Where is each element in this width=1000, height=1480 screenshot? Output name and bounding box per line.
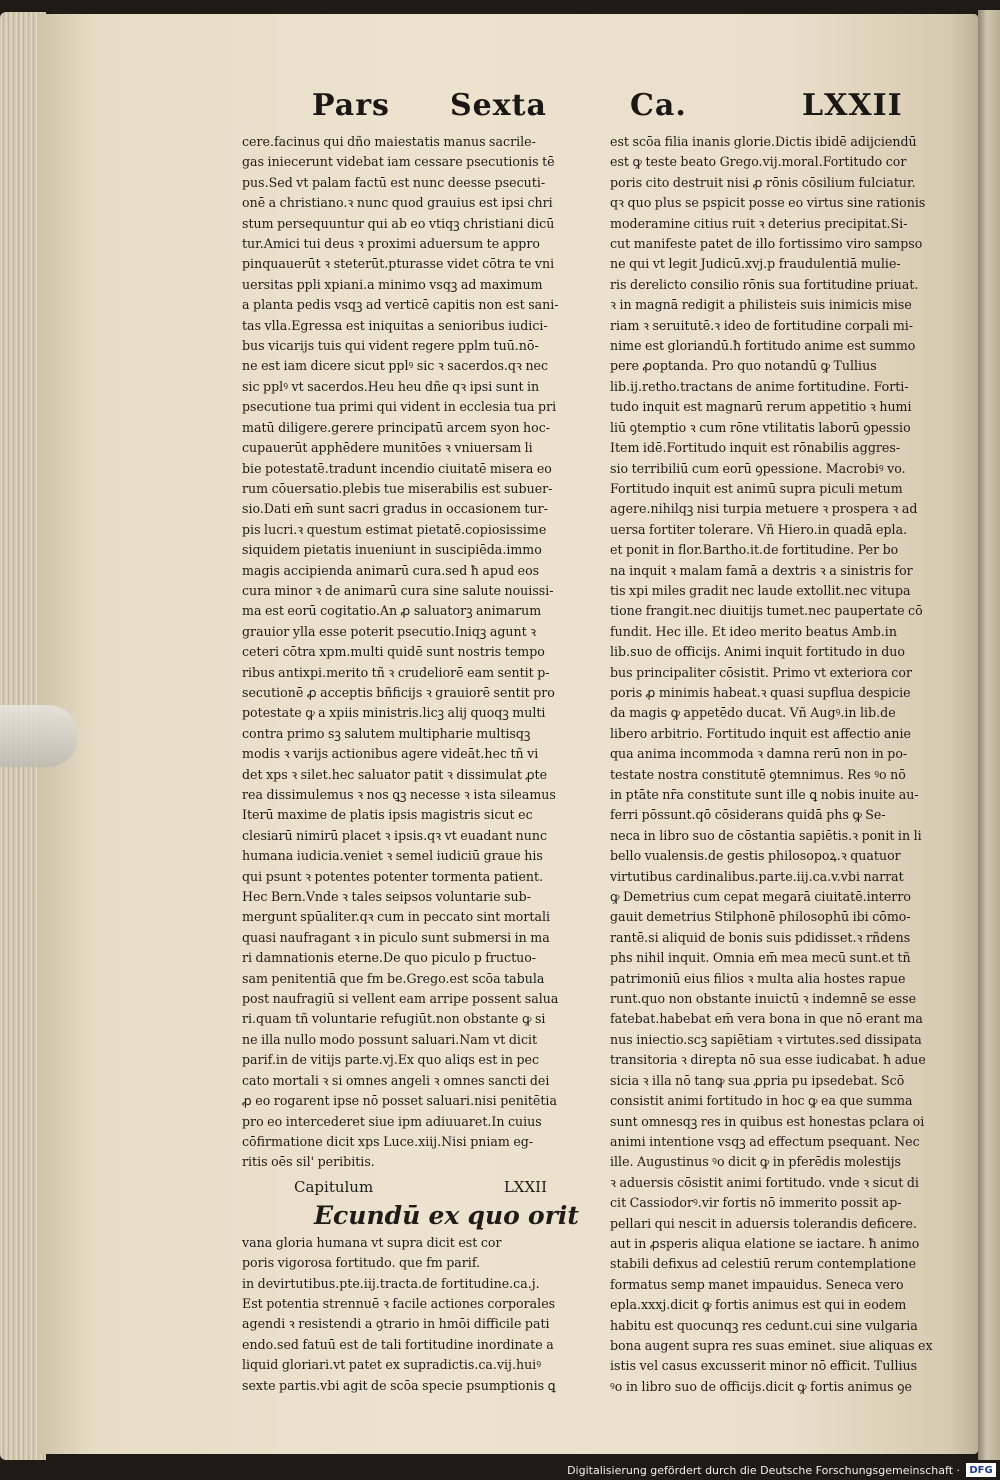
text-line: potestate ꝙ a xpiis ministris.licꝫ alij quoqꝫ multi xyxy=(242,705,546,721)
left-text-column xyxy=(242,132,587,1396)
text-line: bona augent supra res suas eminet. siue aliquas ex xyxy=(610,1337,933,1353)
text-line: ille. Augustinus ꝰo dicit ꝙ in pferēdis molestijs xyxy=(610,1154,902,1170)
chapter-label: Capitulum xyxy=(294,1177,374,1196)
text-line: sio.Dati em̄ sunt sacri gradus in occasionem tur- xyxy=(242,501,548,517)
text-line: Iterū maxime de platis ipsis magistris sicut ec xyxy=(242,807,533,823)
text-line: ris derelicto consilio rōnis sua fortitudine priuat. xyxy=(610,276,919,292)
next-page-edge xyxy=(978,10,1000,1460)
text-line: formatus semp manet impauidus. Seneca vero xyxy=(610,1276,904,1292)
text-line: det xps ꝛ silet.hec saluator patit ꝛ dissimulat ꝓte xyxy=(242,766,548,782)
right-column-lines xyxy=(610,132,942,1397)
text-line: clesiarū nimirū placet ꝛ ipsis.qꝛ vt euadant nunc xyxy=(242,827,548,843)
text-line: stum persequuntur qui ab eo vtiqꝫ christiani dicū xyxy=(242,215,555,231)
text-line: grauior ylla esse poterit psecutio.Iniqꝫ agunt ꝛ xyxy=(242,623,537,639)
text-line: secutionē ꝓ acceptis bñficijs ꝛ grauiorē sentit pro xyxy=(242,684,555,700)
text-line: cōfirmatione dicit xps Luce.xiij.Nisi pniam eg- xyxy=(242,1133,534,1149)
chapter-heading xyxy=(294,1175,547,1199)
text-line: ne illa nullo modo possunt saluari.Nam vt dicit xyxy=(242,1031,538,1047)
text-line: cupauerūt apphēdere munitōes ꝛ vniuersam li xyxy=(242,440,533,456)
text-line: sexte partis.vbi agit de scōa specie psumptionis ꝗ xyxy=(242,1377,556,1393)
text-line: modis ꝛ varijs actionibus agere videāt.hec tñ vi xyxy=(242,746,539,762)
text-line: poris vigorosa fortitudo. que fm parif. xyxy=(242,1255,481,1271)
text-line: ne qui vt legit Judicū.xvj.p fraudulentiā mulie- xyxy=(610,256,901,272)
text-line: habitu est quocunqꝫ res cedunt.cui sine vulgaria xyxy=(610,1317,918,1333)
text-line: lib.ij.retho.tractans de anime fortitudine. Forti- xyxy=(610,378,909,394)
text-line: endo.sed fatuū est de tali fortitudine inordinate a xyxy=(242,1336,554,1352)
text-line: tas vlla.Egressa est iniquitas a senioribus iudici- xyxy=(242,317,548,333)
text-line: Hec Bern.Vnde ꝛ tales seipsos voluntarie sub- xyxy=(242,889,531,905)
text-line: est scōa filia inanis glorie.Dictis ibidē adijciendū xyxy=(610,134,917,149)
text-line: bus principaliter cōsistit. Primo vt exteriora cor xyxy=(610,664,912,680)
text-line: tis xpi miles gradit nec laude extollit.nec vitupa xyxy=(610,582,911,598)
footer-credit: Digitalisierung gefördert durch die Deutsche Forschungsgemeinschaft · xyxy=(567,1463,960,1477)
text-line: transitoria ꝛ direpta nō sua esse iudicabat. ħ adue xyxy=(610,1052,926,1068)
running-header xyxy=(0,88,1000,128)
text-line: et ponit in flor.Bartho.it.de fortitudine. Per bo xyxy=(610,542,899,558)
left-column-lines xyxy=(242,132,587,1173)
text-line: est ꝙ teste beato Grego.vij.moral.Fortitudo cor xyxy=(610,154,907,170)
text-line: pinquauerūt ꝛ steterūt.pturasse videt cōtra te vni xyxy=(242,256,555,272)
text-line: ceteri cōtra xpm.multi quidē sunt nostris tempo xyxy=(242,644,545,660)
text-line: ꝙ Demetrius cum cepat megarā ciuitatē.interro xyxy=(610,889,911,905)
text-line: cato mortali ꝛ si omnes angeli ꝛ omnes sancti dei xyxy=(242,1072,550,1088)
text-line: quasi naufragant ꝛ in piculo sunt submersi in ma xyxy=(242,929,550,945)
text-line: runt.quo non obstante inuictū ꝛ indemnē se esse xyxy=(610,991,917,1007)
text-line: pro eo intercederet siue ipm adiuuaret.In cuius xyxy=(242,1113,542,1129)
text-line: humana iudicia.veniet ꝛ semel iudiciū graue his xyxy=(242,848,543,864)
digitization-footer xyxy=(0,1460,1000,1480)
text-line: siquidem pietatis inueniunt in suscipiēda.immo xyxy=(242,542,542,558)
text-line: sio terribiliū cum eorū ꝯpessione. Macrobiꝰ vo. xyxy=(610,460,906,476)
header-pars: Pars xyxy=(312,88,390,123)
text-line: da magis ꝙ appetēdo ducat. Vñ Augꝰ.in lib.de xyxy=(610,705,896,721)
chapter-number: LXXII xyxy=(503,1177,547,1196)
text-line: cura minor ꝛ de animarū cura sine salute nouissi- xyxy=(242,582,554,598)
text-line: parif.in de vitijs parte.vj.Ex quo aliqs est in pec xyxy=(242,1052,540,1068)
text-line: aut in ꝓsperis aliqua elatione se iactare. ħ animo xyxy=(610,1235,920,1251)
text-line: pellari qui nescit in aduersis tolerandis deficere. xyxy=(610,1215,917,1231)
text-line: nime est gloriandū.ħ fortitudo anime est summo xyxy=(610,338,916,354)
header-folio-number: LXXII xyxy=(802,88,903,123)
text-line: bie potestatē.tradunt incendio ciuitatē misera eo xyxy=(242,460,552,476)
text-line: fatebat.habebat em̄ vera bona in que nō erant ma xyxy=(610,1011,923,1027)
text-line: rea dissimulemus ꝛ nos ꝗꝫ necesse ꝛ ista sileamus xyxy=(242,787,556,802)
dfg-logo: DFG xyxy=(966,1463,996,1477)
text-line: qui psunt ꝛ potentes potenter tormenta patient. xyxy=(242,868,544,884)
text-line: poris ꝓ minimis habeat.ꝛ quasi supflua despicie xyxy=(610,684,911,700)
text-line: a planta pedis vsqꝫ ad verticē capitis non est sani- xyxy=(242,297,559,313)
page-clip xyxy=(0,705,78,767)
text-line: bus vicarijs tuis qui vident regere pplm tuū.nō- xyxy=(242,338,539,354)
text-line: sam penitentiā que fm be.Grego.est scōa tabula xyxy=(242,970,545,986)
text-line: poris cito destruit nisi ꝓ rōnis cōsilium fulciatur. xyxy=(610,174,916,190)
text-line: liū ꝯtemptio ꝛ cum rōne vtilitatis laborū ꝯpessio xyxy=(610,419,911,435)
text-line: magis accipienda animarū cura.sed ħ apud eos xyxy=(242,562,540,578)
text-line: ri damnationis eterne.De quo piculo p fructuo- xyxy=(242,950,537,966)
text-line: patrimoniū eius filios ꝛ multa alia hostes rapue xyxy=(610,970,906,986)
text-line: testate nostra constitutē ꝯtemnimus. Res ꝰo nō xyxy=(610,766,906,782)
text-line: istis vel casus excusserit minor nō efficit. Tullius xyxy=(610,1358,918,1374)
text-line: in ptāte nr̄a constitute sunt ille ꝗ nobis inuite au- xyxy=(610,787,919,802)
header-chapter: Ca. xyxy=(630,88,687,123)
text-line: post naufragiū si vellent eam arripe possent salua xyxy=(242,991,559,1007)
text-line: mergunt spūaliter.qꝛ cum in peccato sint mortali xyxy=(242,909,551,925)
text-line: consistit animi fortitudo in hoc ꝙ ea que summa xyxy=(610,1093,913,1109)
text-line: nus iniectio.scꝫ sapiētiam ꝛ virtutes.sed dissipata xyxy=(610,1031,922,1047)
chapter-initial-line: Ecundū ex quo orit xyxy=(314,1200,579,1230)
text-line: onē a christiano.ꝛ nunc quod grauius est ipsi chri xyxy=(242,195,553,211)
text-line: gas iniecerunt videbat iam cessare psecutionis tē xyxy=(242,154,555,170)
text-line: ritis oēs sil' peribitis. xyxy=(242,1154,375,1170)
text-line: cit Cassiodorꝰ.vir fortis nō immerito possit ap- xyxy=(610,1195,902,1211)
text-line: phs nihil inquit. Omnia em̄ mea mecū sunt.et tñ xyxy=(610,950,911,966)
text-line: cut manifeste patet de illo fortissimo viro sampso xyxy=(610,236,923,252)
text-line: ma est eorū cogitatio.An ꝓ saluatorꝫ animarum xyxy=(242,603,542,619)
text-line: tur.Amici tui deus ꝛ proximi aduersum te appro xyxy=(242,236,540,252)
text-line: bello vualensis.de gestis philosopoꝝ.ꝛ quatuor xyxy=(610,848,901,864)
text-line: ferri pōssunt.qō cōsiderans quidā phs ꝙ Se- xyxy=(610,807,886,823)
text-line: pere ꝓoptanda. Pro quo notandū ꝙ Tullius xyxy=(610,358,877,374)
text-line: qua anima incommoda ꝛ damna rerū non in po- xyxy=(610,746,908,762)
text-line: sic pplꝰ vt sacerdos.Heu heu dñe qꝛ ipsi sunt in xyxy=(242,378,540,394)
text-line: ribus antixpi.merito tñ ꝛ crudeliorē eam sentit p- xyxy=(242,664,550,680)
text-line: pis lucri.ꝛ questum estimat pietatē.copiosissime xyxy=(242,521,547,537)
text-line: tudo inquit est magnarū rerum appetitio ꝛ humi xyxy=(610,399,912,415)
text-line: psecutione tua primi qui vident in ecclesia tua pri xyxy=(242,399,557,415)
text-line: Fortitudo inquit est animū supra piculi metum xyxy=(610,480,903,496)
text-line: rum cōuersatio.plebis tue miserabilis est subuer- xyxy=(242,480,553,496)
text-line: agendi ꝛ resistendi a ꝯtrario in hmōi difficile pati xyxy=(242,1316,550,1332)
text-line: libero arbitrio. Fortitudo inquit est affectio anie xyxy=(610,725,911,741)
text-line: riam ꝛ seruitutē.ꝛ ideo de fortitudine corpali mi- xyxy=(610,317,914,333)
text-line: gauit demetrius Stilphonē philosophū ibi cōmo- xyxy=(610,909,911,925)
text-line: lib.suo de officijs. Animi inquit fortitudo in duo xyxy=(610,644,905,660)
text-line: uersa fortiter tolerare. Vñ Hiero.in quadā epla. xyxy=(610,521,908,537)
text-line: ri.quam tñ voluntarie refugiūt.non obstante ꝙ si xyxy=(242,1011,546,1027)
text-line: tione frangit.nec diuitijs tumet.nec paupertate cō xyxy=(610,603,923,619)
right-text-column xyxy=(610,132,942,1397)
text-line: liquid gloriari.vt patet ex supradictis.ca.vij.huiꝰ xyxy=(242,1357,542,1373)
text-line: virtutibus cardinalibus.parte.iij.ca.v.vbi narrat xyxy=(610,868,904,884)
text-line: moderamine citius ruit ꝛ deterius precipitat.Si- xyxy=(610,215,908,231)
text-line: in devirtutibus.pte.iij.tracta.de fortitudine.ca.j. xyxy=(242,1275,540,1291)
text-line: animi intentione vsqꝫ ad effectum psequant. Nec xyxy=(610,1133,920,1149)
text-line: sunt omnesqꝫ res in quibus est honestas pclara oi xyxy=(610,1113,925,1129)
text-line: na inquit ꝛ malam famā a dextris ꝛ a sinistris for xyxy=(610,562,913,578)
text-line: cere.facinus qui dño maiestatis manus sacrile- xyxy=(242,134,536,149)
text-line: vana gloria humana vt supra dicit est cor xyxy=(242,1234,502,1250)
text-line: Est potentia strennuē ꝛ facile actiones corporales xyxy=(242,1295,556,1311)
text-line: ꝰo in libro suo de officijs.dicit ꝙ fortis animus ꝯe xyxy=(610,1378,912,1394)
text-line: ꝓ eo rogarent ipse nō posset saluari.nisi penitētia xyxy=(242,1093,557,1109)
text-line: epla.xxxj.dicit ꝙ fortis animus est qui in eodem xyxy=(610,1297,907,1313)
text-line: ꝛ aduersis cōsistit animi fortitudo. vnde ꝛ sicut di xyxy=(610,1174,919,1190)
text-line: stabili defixus ad celestiū rerum contemplatione xyxy=(610,1256,917,1272)
text-line: Item idē.Fortitudo inquit est rōnabilis aggres- xyxy=(610,440,901,456)
text-line: ꝛ in magnā redigit a philisteis suis inimicis mise xyxy=(610,297,912,313)
left-column-lines-after xyxy=(242,1233,587,1396)
text-line: matū diligere.gerere principatū arcem syon hoc- xyxy=(242,419,551,435)
header-sexta: Sexta xyxy=(450,88,547,123)
text-line: neca in libro suo de cōstantia sapiētis.ꝛ ponit in li xyxy=(610,827,922,843)
text-line: uersitas ppli xpiani.a minimo vsqꝫ ad maximum xyxy=(242,276,543,292)
text-line: pus.Sed vt palam factū est nunc deesse psecuti- xyxy=(242,174,546,190)
text-line: ne est iam dicere sicut pplꝰ sic ꝛ sacerdos.qꝛ nec xyxy=(242,358,549,374)
text-line: contra primo sꝫ salutem multipharie multisqꝫ xyxy=(242,725,531,741)
text-line: agere.nihilqꝫ nisi turpia metuere ꝛ prospera ꝛ ad xyxy=(610,501,918,517)
text-line: fundit. Hec ille. Et ideo merito beatus Amb.in xyxy=(610,623,897,639)
text-line: qꝛ quo plus se pspicit posse eo virtus sine rationis xyxy=(610,195,926,211)
text-line: rantē.si aliquid de bonis suis pdidisset.ꝛ rñdens xyxy=(610,929,911,945)
text-line: sicia ꝛ illa nō tanꝙ sua ꝓpria pu ipsedebat. Scō xyxy=(610,1072,905,1088)
